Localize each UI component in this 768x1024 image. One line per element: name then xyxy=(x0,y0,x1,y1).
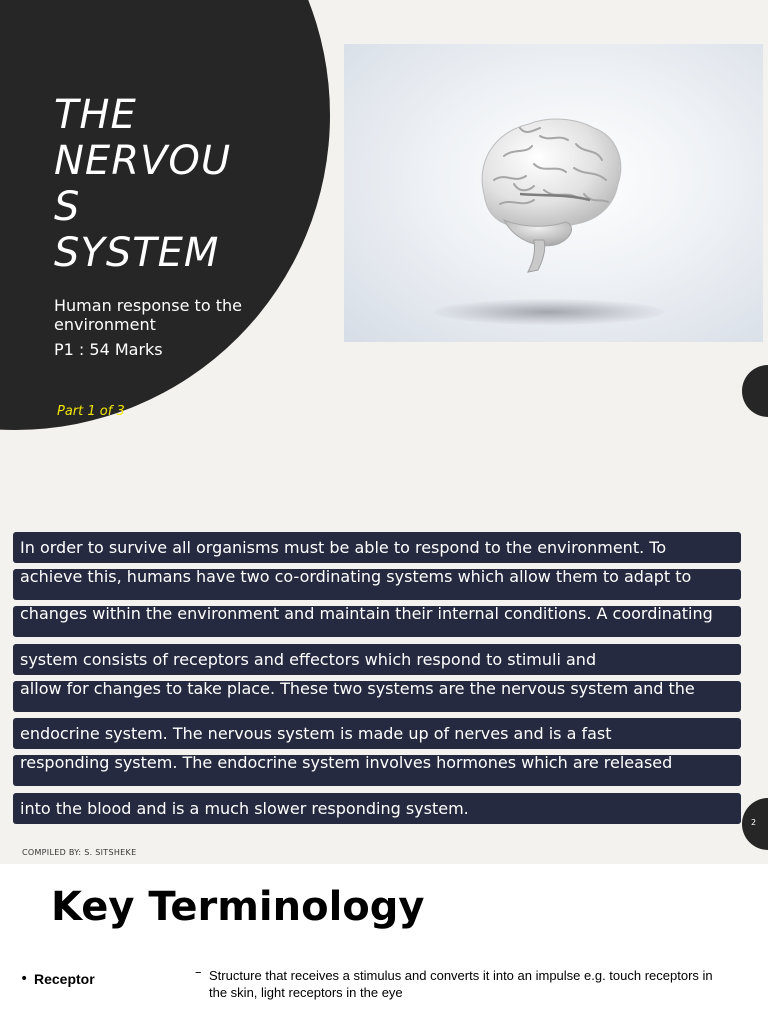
bullet-icon: • xyxy=(20,971,29,987)
slide-title xyxy=(54,92,254,276)
slide-subtitle: Human response to the environment xyxy=(54,296,242,334)
term-name: Receptor xyxy=(34,971,95,987)
page-marker xyxy=(742,365,768,417)
paragraph-line: responding system. The endocrine system involves hormones which are released xyxy=(13,755,741,786)
paragraph-line: In order to survive all organisms must be able to respond to the environment. To xyxy=(13,532,741,563)
term-dash: – xyxy=(195,965,202,980)
paragraph-line: changes within the environment and maintain their internal conditions. A coordinating xyxy=(13,606,741,637)
title-line: NERVOU xyxy=(54,138,232,184)
title-line: THE xyxy=(54,92,137,138)
paragraph-line: into the blood and is a much slower responding system. xyxy=(13,793,741,824)
page-number: 2 xyxy=(751,818,757,827)
marks-label: P1 : 54 Marks xyxy=(54,340,163,359)
brain-icon xyxy=(344,44,763,342)
title-panel xyxy=(0,0,330,432)
slide-title: Key Terminology xyxy=(51,884,425,930)
paragraph-line: achieve this, humans have two co-ordinating systems which allow them to adapt to xyxy=(13,569,741,600)
paragraph-line: system consists of receptors and effectors which respond to stimuli and xyxy=(13,644,741,675)
term-definition: Structure that receives a stimulus and converts it into an impulse e.g. touch receptors in the skin, light receptors in the eye xyxy=(209,968,713,1000)
title-line: S xyxy=(54,184,81,230)
title-slide xyxy=(0,0,768,432)
part-label: Part 1 of 3 xyxy=(57,404,125,419)
paragraph-line: allow for changes to take place. These two systems are the nervous system and the xyxy=(13,681,741,712)
intro-slide xyxy=(0,432,768,864)
title-line: SYSTEM xyxy=(54,230,220,276)
key-terminology-slide xyxy=(0,864,768,1024)
brain-image xyxy=(344,44,763,342)
compiled-by-label: COMPILED BY: S. SITSHEKE xyxy=(22,848,137,857)
paragraph-line: endocrine system. The nervous system is made up of nerves and is a fast xyxy=(13,718,741,749)
